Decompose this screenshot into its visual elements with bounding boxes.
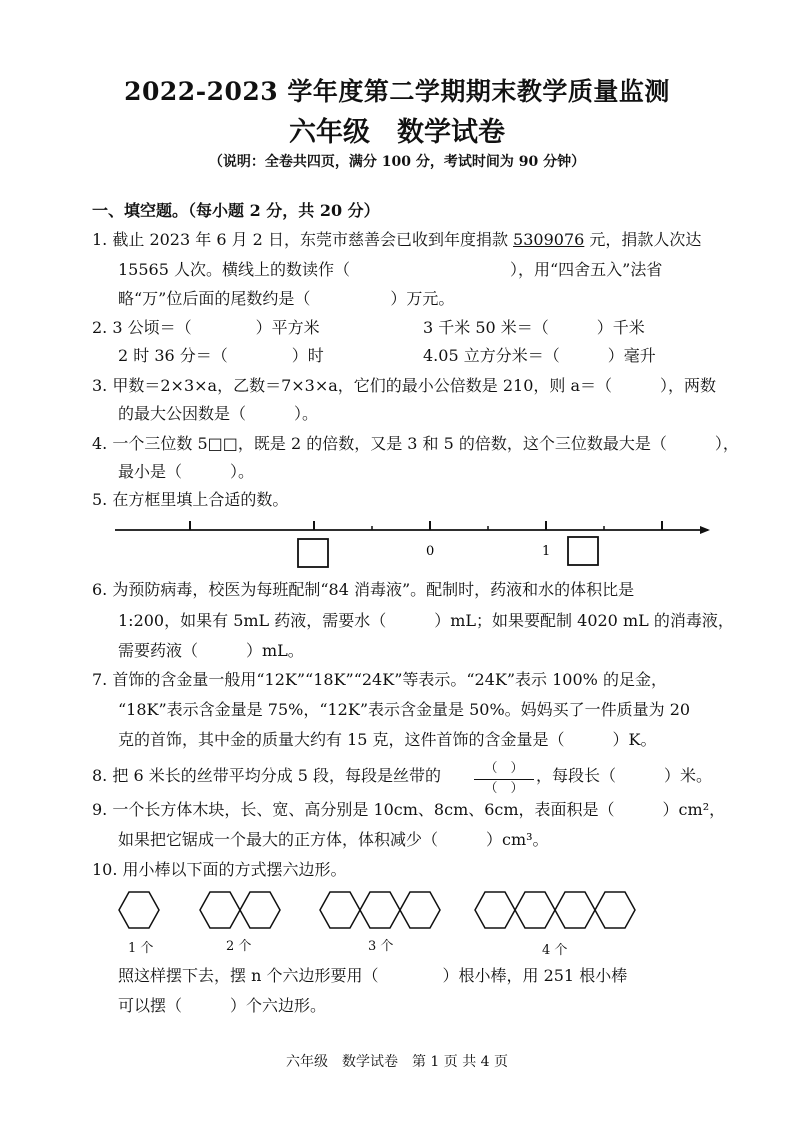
q1-line3: 略“万”位后面的尾数约是（ ）万元。 xyxy=(118,289,455,308)
q3-line1: 3. 甲数＝2×3×a，乙数＝7×3×a，它们的最小公倍数是 210，则 a＝（ ），两数 xyxy=(92,376,717,395)
q8-line-b: ，每段长（ ）米。 xyxy=(536,766,713,785)
hex-pattern-2a xyxy=(200,892,240,928)
section-heading: 一、填空题。（每小题 2 分，共 20 分） xyxy=(92,201,380,220)
q7-line2: “18K”表示含金量是 75%，“12K”表示含金量是 50%。妈妈买了一件质量为 20 xyxy=(118,700,691,719)
q7-line3: 克的首饰，其中金的质量大约有 15 克，这件首饰的含金量是（ ）K。 xyxy=(118,730,657,749)
q9-line2: 如果把它锯成一个最大的正方体，体积减少（ ）cm³。 xyxy=(118,830,549,849)
q6-line3: 需要药液（ ）mL。 xyxy=(118,641,304,660)
tick-label-1: 1 xyxy=(542,544,551,559)
q2-b: 3 千米 50 米＝（ ）千米 xyxy=(423,318,645,337)
q6-line1: 6. 为预防病毒，校医为每班配制“84 消毒液”。配制时，药液和水的体积比是 xyxy=(92,580,635,599)
hex-pattern-2b xyxy=(240,892,280,928)
q10-line2: 照这样摆下去，摆 n 个六边形要用（ ）根小棒，用 251 根小棒 xyxy=(118,966,628,985)
q6-line2: 1:200，如果有 5mL 药液，需要水（ ）mL；如果要配制 4020 mL 的消毒液， xyxy=(118,611,734,630)
answer-box-right[interactable] xyxy=(568,537,598,565)
hex-pattern-1 xyxy=(119,892,159,928)
tick-label-0: 0 xyxy=(426,544,435,559)
hex-label-4: 4 个 xyxy=(542,943,568,958)
q1-line2: 15565 人次。横线上的数读作（ ），用“四舍五入”法省 xyxy=(118,260,663,279)
q1-line1: 1. 截止 2023 年 6 月 2 日，东莞市慈善会已收到年度捐款 5309076 元，捐款人次达 xyxy=(92,230,702,249)
q2-d: 4.05 立方分米＝（ ）毫升 xyxy=(423,346,656,365)
q8-fraction: （ ） （ ） xyxy=(474,762,534,797)
answer-box-left[interactable] xyxy=(298,539,328,567)
q2-a: 2. 3 公顷＝（ ）平方米 xyxy=(92,318,320,337)
page-footer: 六年级 数学试卷 第 1 页 共 4 页 xyxy=(285,1054,509,1070)
q7-line1: 7. 首饰的含金量一般用“12K”“18K”“24K”等表示。“24K”表示 100% 的足金， xyxy=(92,670,667,689)
q3-line2: 的最大公因数是（ ）。 xyxy=(118,404,319,423)
q1-amount: 5309076 xyxy=(513,230,585,249)
hex-label-2: 2 个 xyxy=(226,939,252,954)
hex-label-1: 1 个 xyxy=(128,941,154,956)
q10-line1: 10. 用小棒以下面的方式摆六边形。 xyxy=(92,860,347,879)
q4-line1: 4. 一个三位数 5□□，既是 2 的倍数，又是 3 和 5 的倍数，这个三位数最大是（ ）， xyxy=(92,434,739,453)
hexagon-patterns xyxy=(110,882,650,962)
number-line xyxy=(110,512,720,572)
q4-line2: 最小是（ ）。 xyxy=(118,462,255,481)
exam-subtitle: 六年级 数学试卷 xyxy=(289,117,505,148)
exam-title: 2022-2023 学年度第二学期期末教学质量监测 xyxy=(124,77,670,106)
hex-label-3: 3 个 xyxy=(368,939,394,954)
q9-line1: 9. 一个长方体木块，长、宽、高分别是 10cm、8cm、6cm，表面积是（ ）cm²， xyxy=(92,800,726,819)
q5-line1: 5. 在方框里填上合适的数。 xyxy=(92,490,289,509)
q10-line3: 可以摆（ ）个六边形。 xyxy=(118,996,327,1015)
q2-c: 2 时 36 分＝（ ）时 xyxy=(118,346,324,365)
q8-line-a: 8. 把 6 米长的丝带平均分成 5 段，每段是丝带的 xyxy=(92,766,442,785)
exam-note: （说明：全卷共四页，满分 100 分，考试时间为 90 分钟） xyxy=(208,154,586,170)
